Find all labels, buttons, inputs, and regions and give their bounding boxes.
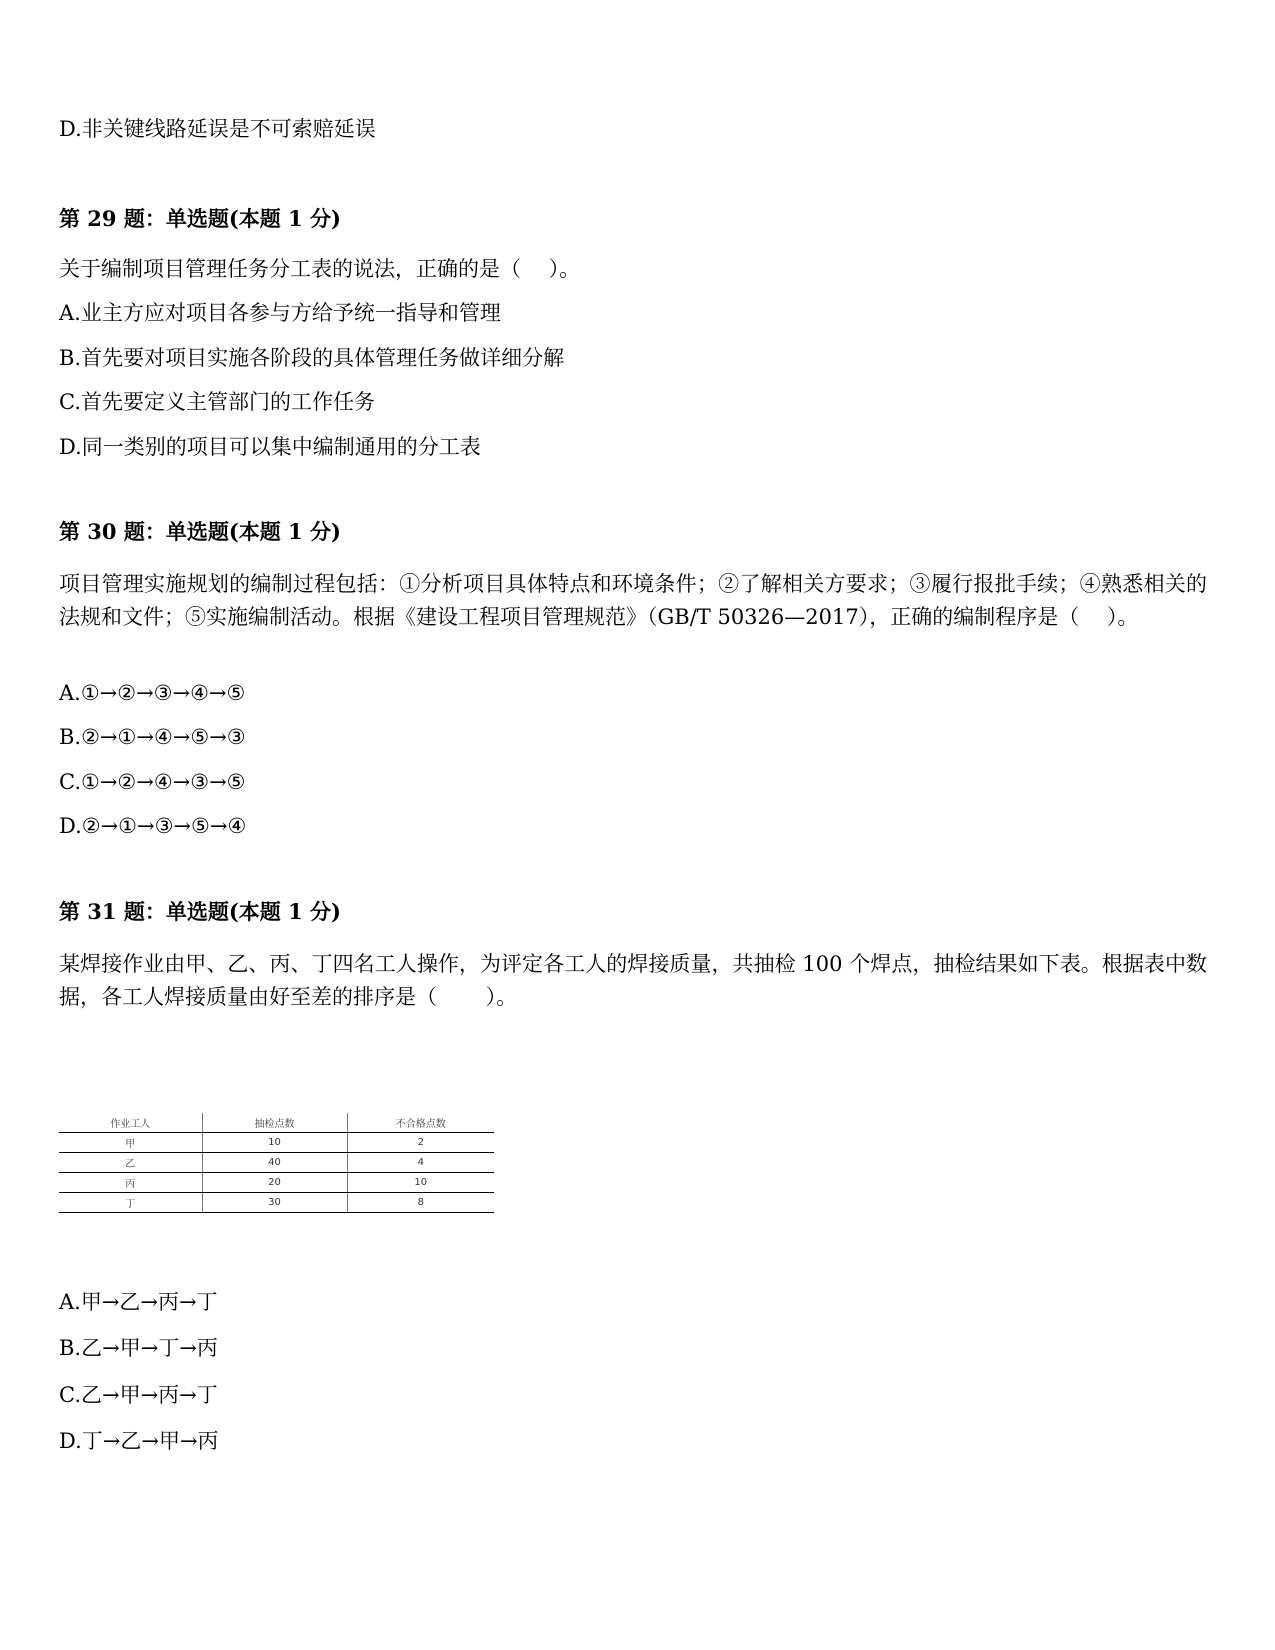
weld-inspection-table [59,1113,494,1213]
table-header-row [59,1113,494,1133]
column-header: 作业工人 [59,1113,202,1133]
q30-option-d: D.②→①→③→⑤→④ [59,814,247,838]
table-row [59,1133,494,1153]
q30-heading: 第 30 题：单选题(本题 1 分) [59,519,341,544]
table-cell: 10 [202,1133,347,1153]
column-header: 不合格点数 [347,1113,494,1133]
table-cell: 4 [347,1153,494,1173]
column-header: 抽检点数 [202,1113,347,1133]
q31-heading: 第 31 题：单选题(本题 1 分) [59,899,341,924]
table-cell: 丙 [59,1173,202,1193]
q30-stem: 项目管理实施规划的编制过程包括：①分析项目具体特点和环境条件；②了解相关方要求；③履行报批手续；④熟悉相关的法规和文件；⑤实施编制活动。根据《建设工程项目管理规范》（GB/T 50326—2017），正确的编制程序是（ ）。 [59,572,1207,629]
q30-option-a: A.①→②→③→④→⑤ [59,681,246,705]
q31-option-c: C.乙→甲→丙→丁 [59,1383,218,1407]
table-cell: 甲 [59,1133,202,1153]
table-row [59,1173,494,1193]
q29-stem: 关于编制项目管理任务分工表的说法，正确的是（ ）。 [59,257,581,281]
q29-heading: 第 29 题：单选题(本题 1 分) [59,206,341,231]
q29-option-c: C.首先要定义主管部门的工作任务 [59,390,375,414]
q30-option-b: B.②→①→④→⑤→③ [59,725,246,749]
table-cell: 20 [202,1173,347,1193]
q31-option-a: A.甲→乙→丙→丁 [59,1290,218,1314]
table-cell: 2 [347,1133,494,1153]
table-row [59,1193,494,1213]
q30-option-c: C.①→②→④→③→⑤ [59,770,246,794]
q28-option-d: D.非关键线路延误是不可索赔延误 [59,117,376,141]
q31-stem: 某焊接作业由甲、乙、丙、丁四名工人操作，为评定各工人的焊接质量，共抽检 100 个焊点，抽检结果如下表。根据表中数据，各工人焊接质量由好至差的排序是（ ）。 [59,952,1207,1009]
table-cell: 乙 [59,1153,202,1173]
q31-option-d: D.丁→乙→甲→丙 [59,1429,219,1453]
q29-option-a: A.业主方应对项目各参与方给予统一指导和管理 [59,301,501,325]
table-cell: 8 [347,1193,494,1213]
q29-option-b: B.首先要对项目实施各阶段的具体管理任务做详细分解 [59,346,565,370]
q29-option-d: D.同一类别的项目可以集中编制通用的分工表 [59,435,481,459]
q31-option-b: B.乙→甲→丁→丙 [59,1336,218,1360]
table-cell: 30 [202,1193,347,1213]
table-row [59,1153,494,1173]
table-cell: 40 [202,1153,347,1173]
table-cell: 丁 [59,1193,202,1213]
table-cell: 10 [347,1173,494,1193]
